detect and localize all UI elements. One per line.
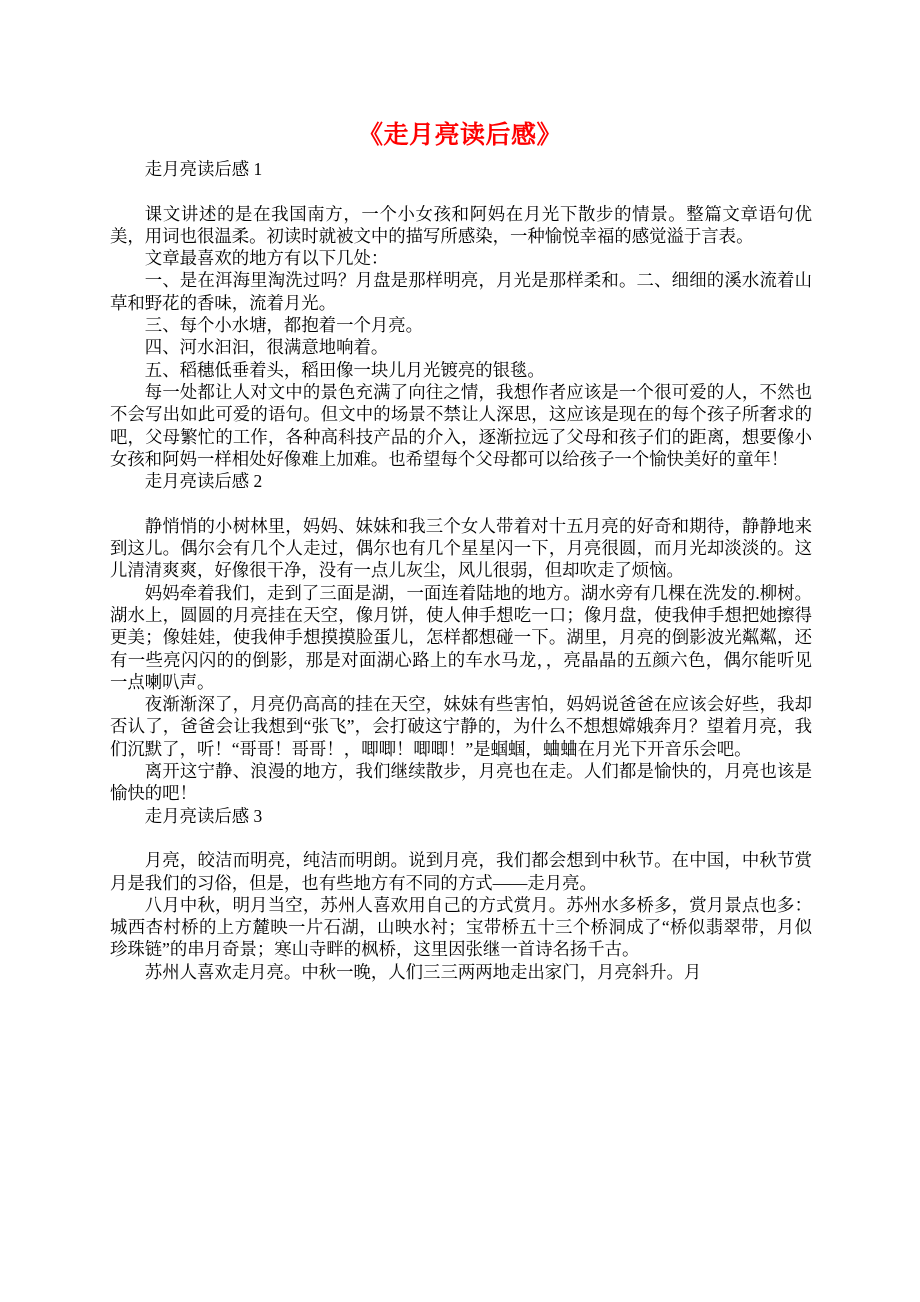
paragraph: 文章最喜欢的地方有以下几处： bbox=[144, 248, 389, 269]
paragraph: 妈妈牵着我们，走到了三面是湖，一面连着陆地的地方。湖水旁有几棵在洗发的.柳树。湖水上，圆圆的月亮挂在天空，像月饼，使人伸手想吃一口；像月盘，使我伸手想把她擦得更美；像娃娃，使我伸手想摸摸脸蛋儿，怎样都想碰一下。湖里，月亮的倒影波光粼粼，还有一些亮闪闪的的倒影，那是对面湖心路上的车水马龙，，亮晶晶的五颜六色，偶尔能听见一点喇叭声。 bbox=[110, 582, 812, 692]
paragraph: 离开这宁静、浪漫的地方，我们继续散步，月亮也在走。人们都是愉快的，月亮也该是愉快的吧！ bbox=[110, 761, 812, 804]
paragraph: 四、河水汩汩，很满意地响着。 bbox=[144, 337, 389, 358]
paragraph: 苏州人喜欢走月亮。中秋一晚，人们三三两两地走出家门，月亮斜升。月 bbox=[144, 961, 702, 982]
paragraph: 静悄悄的小树林里，妈妈、妹妹和我三个女人带着对十五月亮的好奇和期待，静静地来到这儿。偶尔会有几个人走过，偶尔也有几个星星闪一下，月亮很圆，而月光却淡淡的。这儿清清爽爽，好像很干净，没有一点儿灰尘，风儿很弱，但却吹走了烦恼。 bbox=[110, 515, 812, 581]
paragraph: 三、每个小水塘，都抱着一个月亮。 bbox=[144, 315, 424, 336]
document-body bbox=[110, 158, 812, 983]
spacer-line bbox=[110, 827, 812, 849]
paragraph: 夜渐渐深了，月亮仍高高的挂在天空，妹妹有些害怕，妈妈说爸爸在应该会好些，我却否认了，爸爸会让我想到“张飞”，会打破这宁静的，为什么不想想嫦娥奔月？望着月亮，我们沉默了，听！“哥哥！哥哥！，唧唧！唧唧！”是蝈蝈，蛐蛐在月光下开音乐会吧。 bbox=[110, 694, 812, 759]
paragraph: 月亮，皎洁而明亮，纯洁而明朗。说到月亮，我们都会想到中秋节。在中国，中秋节赏月是我们的习俗，但是，也有些地方有不同的方式——走月亮。 bbox=[110, 850, 812, 893]
spacer-line bbox=[110, 180, 812, 202]
paragraph: 课文讲述的是在我国南方，一个小女孩和阿妈在月光下散步的情景。整篇文章语句优美，用词也很温柔。初读时就被文中的描写所感染，一种愉悦幸福的感觉溢于言表。 bbox=[110, 203, 812, 246]
paragraph: 八月中秋，明月当空，苏州人喜欢用自己的方式赏月。苏州水多桥多，赏月景点也多：城西杏村桥的上方麓映一片石湖，山映水衬；宝带桥五十三个桥洞成了“桥似翡翠带，月似珍珠链”的串月奇景；寒山寺畔的枫桥，这里因张继一首诗名扬千古。 bbox=[110, 894, 812, 960]
page-title: 《走月亮读后感》 bbox=[357, 122, 562, 149]
section-heading-3: 走月亮读后感 3 bbox=[144, 805, 263, 826]
section-heading-1: 走月亮读后感 1 bbox=[144, 159, 263, 179]
paragraph: 五、稻穗低垂着头，稻田像一块儿月光镀亮的银毯。 bbox=[144, 359, 545, 380]
spacer-line bbox=[110, 492, 812, 514]
paragraph: 每一处都让人对文中的景色充满了向往之情，我想作者应该是一个很可爱的人，不然也不会写出如此可爱的语句。但文中的场景不禁让人深思，这应该是现在的每个孩子所奢求的吧，父母繁忙的工作，各种高科技产品的介入，逐渐拉远了父母和孩子们的距离，想要像小女孩和阿妈一样相处好像难上加难。也希望每个父母都可以给孩子一个愉快美好的童年！ bbox=[110, 381, 812, 469]
section-heading-2: 走月亮读后感 2 bbox=[144, 471, 263, 492]
paragraph: 一、是在洱海里淘洗过吗？月盘是那样明亮，月光是那样柔和。二、细细的溪水流着山草和野花的香味，流着月光。 bbox=[110, 270, 812, 313]
